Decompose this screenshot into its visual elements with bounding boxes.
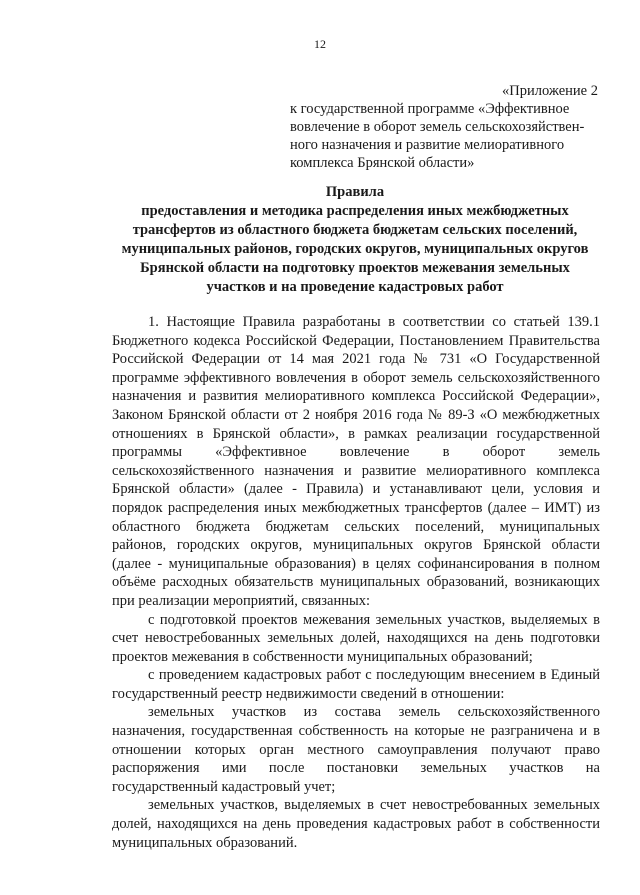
body-line: с подготовкой проектов межевания земельных участков, выделяемых в — [148, 611, 600, 628]
body-line: проектов межевания в собственности муниципальных образований; — [112, 648, 533, 665]
appendix-line: ного назначения и развитие мелиоративного — [290, 137, 565, 153]
title-line: предоставления и методика распределения иных межбюджетных — [141, 203, 569, 219]
appendix-line: к государственной программе «Эффективное — [290, 101, 570, 117]
body-line: назначения и развития мелиоративного комплекса Российской Федерации», — [112, 388, 600, 405]
title-line: муниципальных районов, городских округов, муниципальных округов — [121, 241, 589, 257]
body-line: областного бюджета бюджетам сельских поселений, муниципальных — [112, 518, 600, 535]
body-line: районов, городских округов, муниципальных округов Брянской области — [112, 537, 600, 554]
appendix-reference — [290, 82, 602, 172]
body-line: назначения, государственная собственность на которые не разграничена и в — [112, 723, 600, 740]
document-title — [105, 183, 605, 297]
body-line: государственный кадастровый учет; — [112, 778, 336, 795]
body-line: Бюджетного кодекса Российской Федерации, Постановлением Правительства — [112, 332, 600, 349]
title-line: Брянской области на подготовку проектов межевания земельных — [140, 260, 570, 276]
body-line: порядок распределения иных межбюджетных трансфертов (далее – ИМТ) из — [112, 499, 600, 516]
title-line: Правила — [325, 184, 385, 200]
body-line: объёме расходных обязательств муниципальных образований, возникающих — [112, 574, 600, 591]
body-line: с проведением кадастровых работ с последующим внесением в Единый — [148, 667, 600, 684]
body-line: программы «Эффективное вовлечение в оборот земель — [112, 444, 600, 461]
body-line: распоряжения ими после постановки земельных участков на — [112, 760, 600, 777]
appendix-line: вовлечение в оборот земель сельскохозяйствен- — [290, 119, 585, 135]
body-line: отношениях в Брянской области», в рамках реализации государственной — [112, 425, 600, 442]
body-line: 1. Настоящие Правила разработаны в соответствии со статьей 139.1 — [148, 314, 600, 330]
body-line: при реализации мероприятий, связанных: — [112, 592, 371, 609]
title-line: участков и на проведение кадастровых работ — [206, 279, 504, 295]
page-number: 12 — [314, 37, 326, 51]
body-line: сельскохозяйственного назначения и развитие мелиоративного комплекса — [112, 462, 600, 479]
body-line: счет невостребованных земельных долей, находящихся на день подготовки — [112, 630, 600, 647]
body-line: земельных участков, выделяемых в счет невостребованных земельных — [148, 797, 600, 814]
body-line: государственный реестр недвижимости сведений в отношении: — [112, 685, 505, 702]
body-line: программе эффективного вовлечения в оборот земель сельскохозяйственного — [112, 369, 600, 386]
body-line: долей, находящихся на день проведения кадастровых работ в собственности — [112, 816, 600, 833]
body-line: Брянской области» (далее - Правила) и устанавливают цели, условия и — [112, 481, 600, 498]
body-line: Российской Федерации от 14 мая 2021 года № 731 «О Государственной — [112, 351, 600, 368]
appendix-line: «Приложение 2 — [502, 83, 598, 99]
appendix-line: комплекса Брянской области» — [290, 155, 475, 171]
body-line: Законом Брянской области от 2 ноября 2016 года № 89-З «О межбюджетных — [112, 406, 600, 423]
body-line: муниципальных образований. — [112, 834, 298, 851]
body-line: (далее - муниципальные образования) в целях софинансирования в полном — [112, 555, 600, 572]
title-line: трансфертов из областного бюджета бюджетам сельских поселений, — [132, 222, 578, 238]
body-text — [112, 313, 600, 852]
body-line: отношении которых орган местного самоуправления получают право — [112, 741, 600, 758]
body-line: земельных участков из состава земель сельскохозяйственного — [148, 704, 600, 721]
